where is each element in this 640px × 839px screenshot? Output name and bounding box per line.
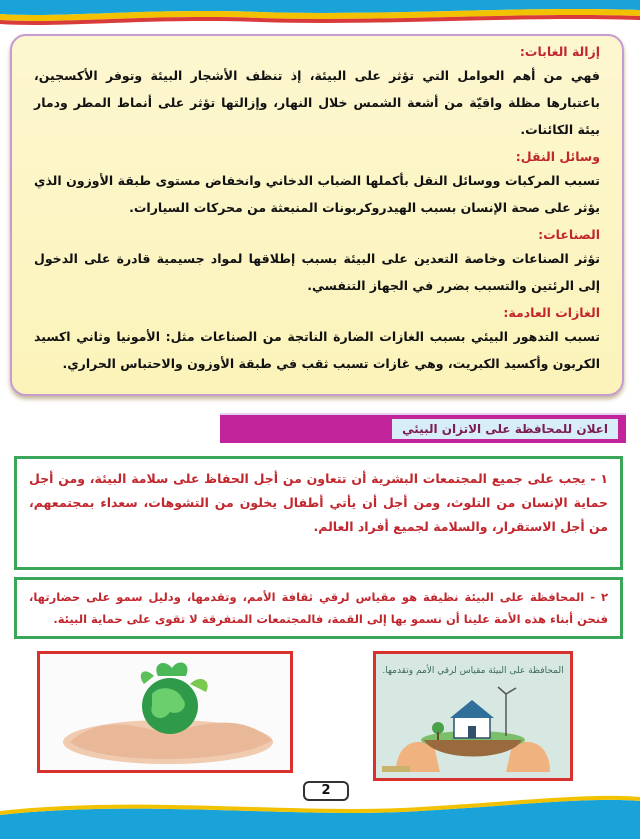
industries-heading: الصناعات: [538,227,600,242]
declaration-banner [220,413,626,443]
hands-globe-image [37,651,293,773]
poster-caption: المحافظة على البيئة مقياس لرقي الأمم وتقدمها. [382,666,564,676]
industries-section [34,225,600,299]
exhaust-gases-section [34,303,600,377]
exhaust-gases-heading: الغازات العادمة: [503,305,600,320]
deforestation-heading: إزالة الغابات: [519,44,600,59]
globe-illustration [40,654,290,770]
bottom-wave-decoration [0,789,640,839]
transport-heading: وسائل النقل: [515,149,600,164]
declaration-box-2 [14,577,623,639]
exhaust-gases-text: تسبب التدهور البيئي بسبب الغازات الضارة الناتجة من الصناعات مثل: الأمونيا وثاني اكسيد الكربون وأكسيد الكبريت، وهي غازات تسبب ثقب في طبقة الأوزون والاحتباس الحراري. [34,329,600,371]
declaration-2-text: ٢ - المحافظة على البيئة نظيفة هو مقياس لرقي ثقافة الأمم، وتقدمها، ودليل سمو على حضارتها، فنحن أبناء هذه الأمة علينا أن نسمو بها إلى القمة، فالمجتمعات المتفرقة لا تقوى على حماية البيئة. [29,590,608,626]
environment-poster-image [373,651,573,781]
declaration-1-text: ١ - يجب على جميع المجتمعات البشرية أن تتعاون من أجل الحفاظ على سلامة البيئة، ومن أجل حماية الإنسان من التلوث، ومن أجل أن يأتي أطفال يخلون من التشوهات، سعداء بمجتمعهم، من أجل الاستقرار، والسلامة لجميع أفراد العالم. [29,471,608,534]
page-number: 2 [303,781,349,801]
declaration-box-1 [14,456,623,570]
environment-factors-box [10,34,624,396]
industries-text: تؤثر الصناعات وخاصة التعدين على البيئة بسبب إطلاقها لمواد جسيمية قادرة على الدخول إلى الرئتين والتسبب بضرر في الجهاز التنفسي. [34,251,600,293]
transport-section [34,147,600,221]
banner-title: اعلان للمحافظة على الاتزان البيئي [392,419,618,439]
deforestation-section [34,42,600,143]
transport-text: تسبب المركبات ووسائل النقل بأكملها الضباب الدخاني وانخفاض مستوى طبقة الأوزون الذي يؤثر على صحة الإنسان بسبب الهيدروكربونات المنبعثة من محركات السيارات. [34,173,600,215]
deforestation-text: فهي من أهم العوامل التي تؤثر على البيئة، إذ تنظف الأشجار البيئة وتوفر الأكسجين، باعتبارها مظلة واقيّة من أشعة الشمس خلال النهار، وإزالتها تؤثر على أنماط المطر ودمار بيئة الكائنات. [34,68,600,137]
